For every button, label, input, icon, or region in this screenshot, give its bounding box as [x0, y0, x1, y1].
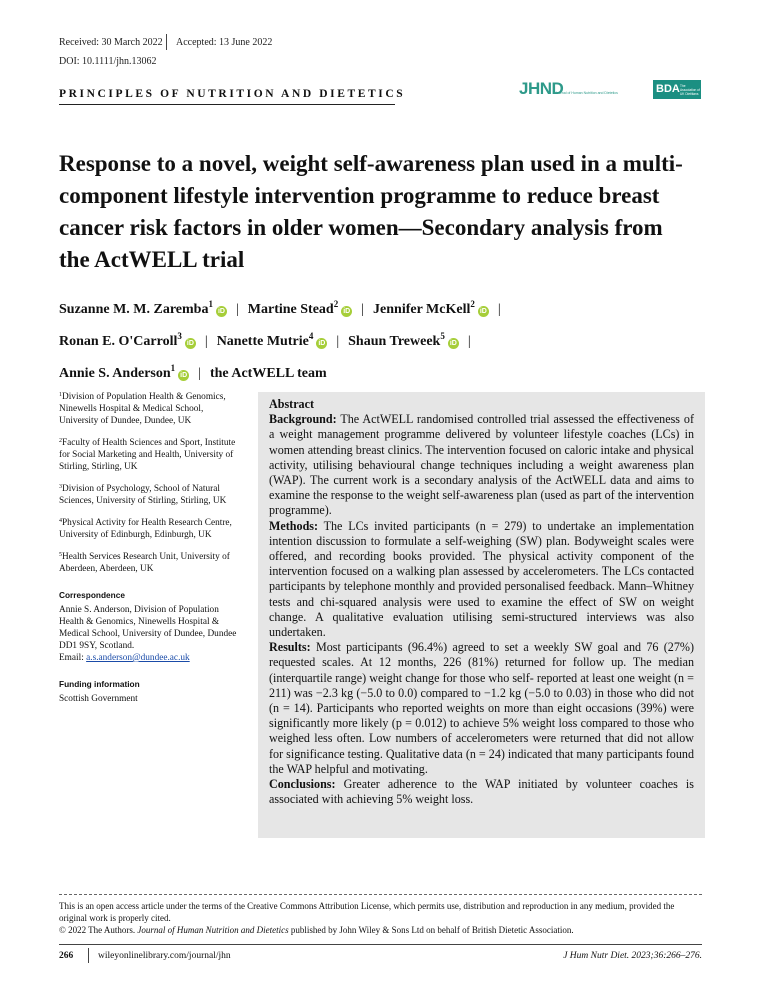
section-label: PRINCIPLES OF NUTRITION AND DIETETICS: [59, 88, 406, 100]
affiliation-text: Division of Psychology, School of Natural Sciences, University of Stirling, Stirling, UK: [59, 484, 227, 506]
author-name: Nanette Mutrie: [216, 334, 309, 349]
jhnd-logo: [519, 80, 642, 102]
affiliation-text: Physical Activity for Health Research Centre, University of Edinburgh, Edinburgh, UK: [59, 518, 232, 540]
copyright-line: [59, 924, 702, 936]
author-treweek[interactable]: [348, 331, 459, 349]
funding-text: Scottish Government: [59, 694, 138, 704]
doi[interactable]: DOI: 10.1111/jhn.13062: [59, 56, 157, 67]
correspondence-text: [59, 604, 244, 664]
email-label: Email:: [59, 653, 87, 663]
author-affiliation-number: 2: [333, 299, 339, 309]
footer-rule: [59, 944, 702, 945]
correspondence-address: Annie S. Anderson, Division of Population Health & Genomics, Ninewells Hospital & Medical School, University of Dundee, Dundee DD1 9SY, Scotland.: [59, 605, 237, 651]
affiliation-text: Health Services Research Unit, University of Aberdeen, Aberdeen, UK: [59, 552, 230, 574]
copyright-prefix: © 2022 The Authors.: [59, 925, 138, 935]
affiliation-item: [59, 435, 244, 473]
author-mckell[interactable]: [373, 299, 489, 317]
footer-separator: [88, 948, 89, 963]
author-zaremba[interactable]: [59, 299, 227, 317]
copyright-suffix: published by John Wiley & Sons Ltd on behalf of British Dietetic Association.: [288, 925, 574, 935]
author-separator: |: [235, 302, 239, 317]
affiliation-number: 3: [59, 484, 62, 490]
background-label: Background:: [269, 412, 337, 427]
abstract-results: [269, 640, 694, 777]
bda-logo-tagline: The Association of UK Dietitians: [680, 84, 700, 96]
abstract-heading: Abstract: [269, 397, 315, 411]
author-affiliation-number: 4: [308, 331, 314, 341]
author-separator: |: [198, 366, 201, 381]
affiliation-number: 4: [59, 518, 62, 524]
results-label: Results:: [269, 640, 311, 655]
author-list: [59, 291, 719, 387]
affiliation-item: [59, 389, 244, 427]
affiliations-column: [59, 389, 244, 705]
author-name: Suzanne M. M. Zaremba: [59, 302, 209, 317]
jhnd-logo-mark: JHND: [519, 79, 564, 98]
abstract-methods: [269, 519, 694, 641]
author-mutrie[interactable]: [216, 331, 328, 349]
orcid-icon[interactable]: iD: [318, 340, 326, 347]
header-separator: [166, 34, 167, 50]
author-actwell-team: the ActWELL team: [209, 366, 327, 381]
affiliation-item: [59, 481, 244, 507]
bda-logo: [653, 80, 701, 99]
abstract-conclusions: [269, 777, 694, 807]
methods-text: The LCs invited participants (n = 279) to undertake an implementation intention discussion to formulate a self-weighing (SW) plan. Bodyweight scales were offered, and recording books provided. The physical activity component of the intervention focused on a walking plan assessed by accelerometers. The LCs contacted participants by telephone monthly and provided personalised feedback. Mann–Whitney tests and chi-squared analysis were used to examine the effect of SW on weight change. A qualitative evaluation utilising semi-structured interviews was also undertaken.: [269, 518, 694, 640]
article-title: Response to a novel, weight self-awareness plan used in a multi-component lifestyle intervention programme to reduce breast cancer risk factors in older women—Secondary analysis from the ActWELL trial: [59, 151, 683, 272]
author-separator: |: [467, 334, 471, 349]
affiliation-text: Division of Population Health & Genomics, Ninewells Hospital & Medical School, University of Dundee, Dundee, UK: [59, 392, 226, 426]
received-date: Received: 30 March 2022: [59, 37, 163, 48]
orcid-icon[interactable]: iD: [479, 308, 487, 315]
author-separator: |: [497, 302, 501, 317]
affiliation-number: 5: [59, 552, 62, 558]
journal-citation: J Hum Nutr Diet. 2023;36:266–276.: [563, 951, 702, 961]
orcid-icon[interactable]: iD: [343, 308, 351, 315]
results-text: Most participants (96.4%) agreed to set a weekly SW goal and 76 (27%) requested scales. At 12 months, 226 (81%) returned for follow up. The median (interquartile range) weight change for those who self- reported at least one weight (n = 211) was −2.3 kg (−5.0 to 0.0) compared to −1.2 kg (−5.0 to 0.03) in those who did not (n = 14). Participants who reported weights on more than eight occasions (39%) were significantly more likely (p = 0.012) to achieve 5% weight loss compared to those who weighed less often. Low numbers of accelerometers were returned that did not allow for significance testing. Qualitative data (n = 24) indicated that many participants found the WAP helpful and motivating.: [269, 640, 694, 776]
conclusions-label: Conclusions:: [269, 777, 336, 792]
author-line: [59, 323, 719, 355]
orcid-icon[interactable]: iD: [449, 340, 457, 347]
author-anderson[interactable]: [59, 363, 189, 381]
license-text: This is an open access article under the terms of the Creative Commons Attribution License, which permits use, distribution and reproduction in any medium, provided the original work is properly cited.: [59, 901, 675, 923]
affiliation-text: Faculty of Health Sciences and Sport, Institute for Social Marketing and Health, University of Stirling, Stirling, UK: [59, 438, 236, 472]
funding-heading: Funding information: [59, 679, 140, 689]
author-affiliation-number: 5: [440, 331, 445, 341]
author-line: [59, 355, 719, 387]
email-link[interactable]: a.s.anderson@dundee.ac.uk: [86, 653, 190, 663]
author-line: [59, 291, 719, 323]
license-notice: [59, 900, 702, 936]
abstract-box: [258, 392, 705, 838]
footer-dashed-rule: [59, 894, 702, 895]
orcid-icon[interactable]: iD: [186, 340, 194, 347]
affiliation-item: [59, 515, 244, 541]
author-separator: |: [336, 334, 340, 349]
page-number: 266: [59, 951, 74, 961]
author-name: Shaun Treweek: [348, 334, 441, 349]
affiliation-number: 2: [59, 438, 62, 444]
affiliation-number: 1: [59, 392, 62, 398]
abstract-content: [269, 397, 694, 807]
orcid-icon[interactable]: iD: [217, 308, 225, 315]
author-separator: |: [361, 302, 365, 317]
author-stead[interactable]: [247, 299, 352, 317]
accepted-date: Accepted: 13 June 2022: [176, 37, 273, 48]
author-affiliation-number: 1: [170, 363, 176, 373]
methods-label: Methods:: [269, 518, 319, 533]
author-separator: |: [204, 334, 208, 349]
author-name: Martine Stead: [247, 302, 334, 317]
section-rule: [59, 104, 395, 105]
abstract-background: [269, 412, 694, 518]
author-affiliation-number: 1: [208, 299, 213, 309]
affiliation-item: [59, 549, 244, 575]
author-name: Jennifer McKell: [373, 302, 471, 317]
journal-name: Journal of Human Nutrition and Dietetics: [137, 925, 289, 935]
author-affiliation-number: 3: [177, 331, 182, 341]
orcid-icon[interactable]: iD: [180, 372, 188, 379]
background-text: The ActWELL randomised controlled trial assessed the effectiveness of a weight management programme delivered by volunteer lifestyle coaches (LCs) in women attending breast clinics. The intervention focused on caloric intake and physical activity, utilising behavioural change techniques including a weight awareness plan (WAP). The current work is a secondary analysis of the ActWELL data and aims to examine the response to the weight self-awareness plan (used as part of the intervention programme).: [269, 412, 694, 518]
journal-site-link[interactable]: wileyonlinelibrary.com/journal/jhn: [98, 951, 231, 961]
jhnd-logo-tagline: Journal of Human Nutrition and Dietetics: [555, 91, 618, 95]
author-ocarroll[interactable]: [59, 331, 196, 349]
author-name: Annie S. Anderson: [59, 366, 171, 381]
author-affiliation-number: 2: [470, 299, 475, 309]
author-name: Ronan E. O'Carroll: [59, 334, 178, 349]
conclusions-text: Greater adherence to the WAP initiated by volunteer coaches is associated with achieving 5% weight loss.: [269, 777, 694, 807]
correspondence-heading: Correspondence: [59, 590, 125, 600]
bda-logo-mark: BDA: [656, 83, 680, 95]
